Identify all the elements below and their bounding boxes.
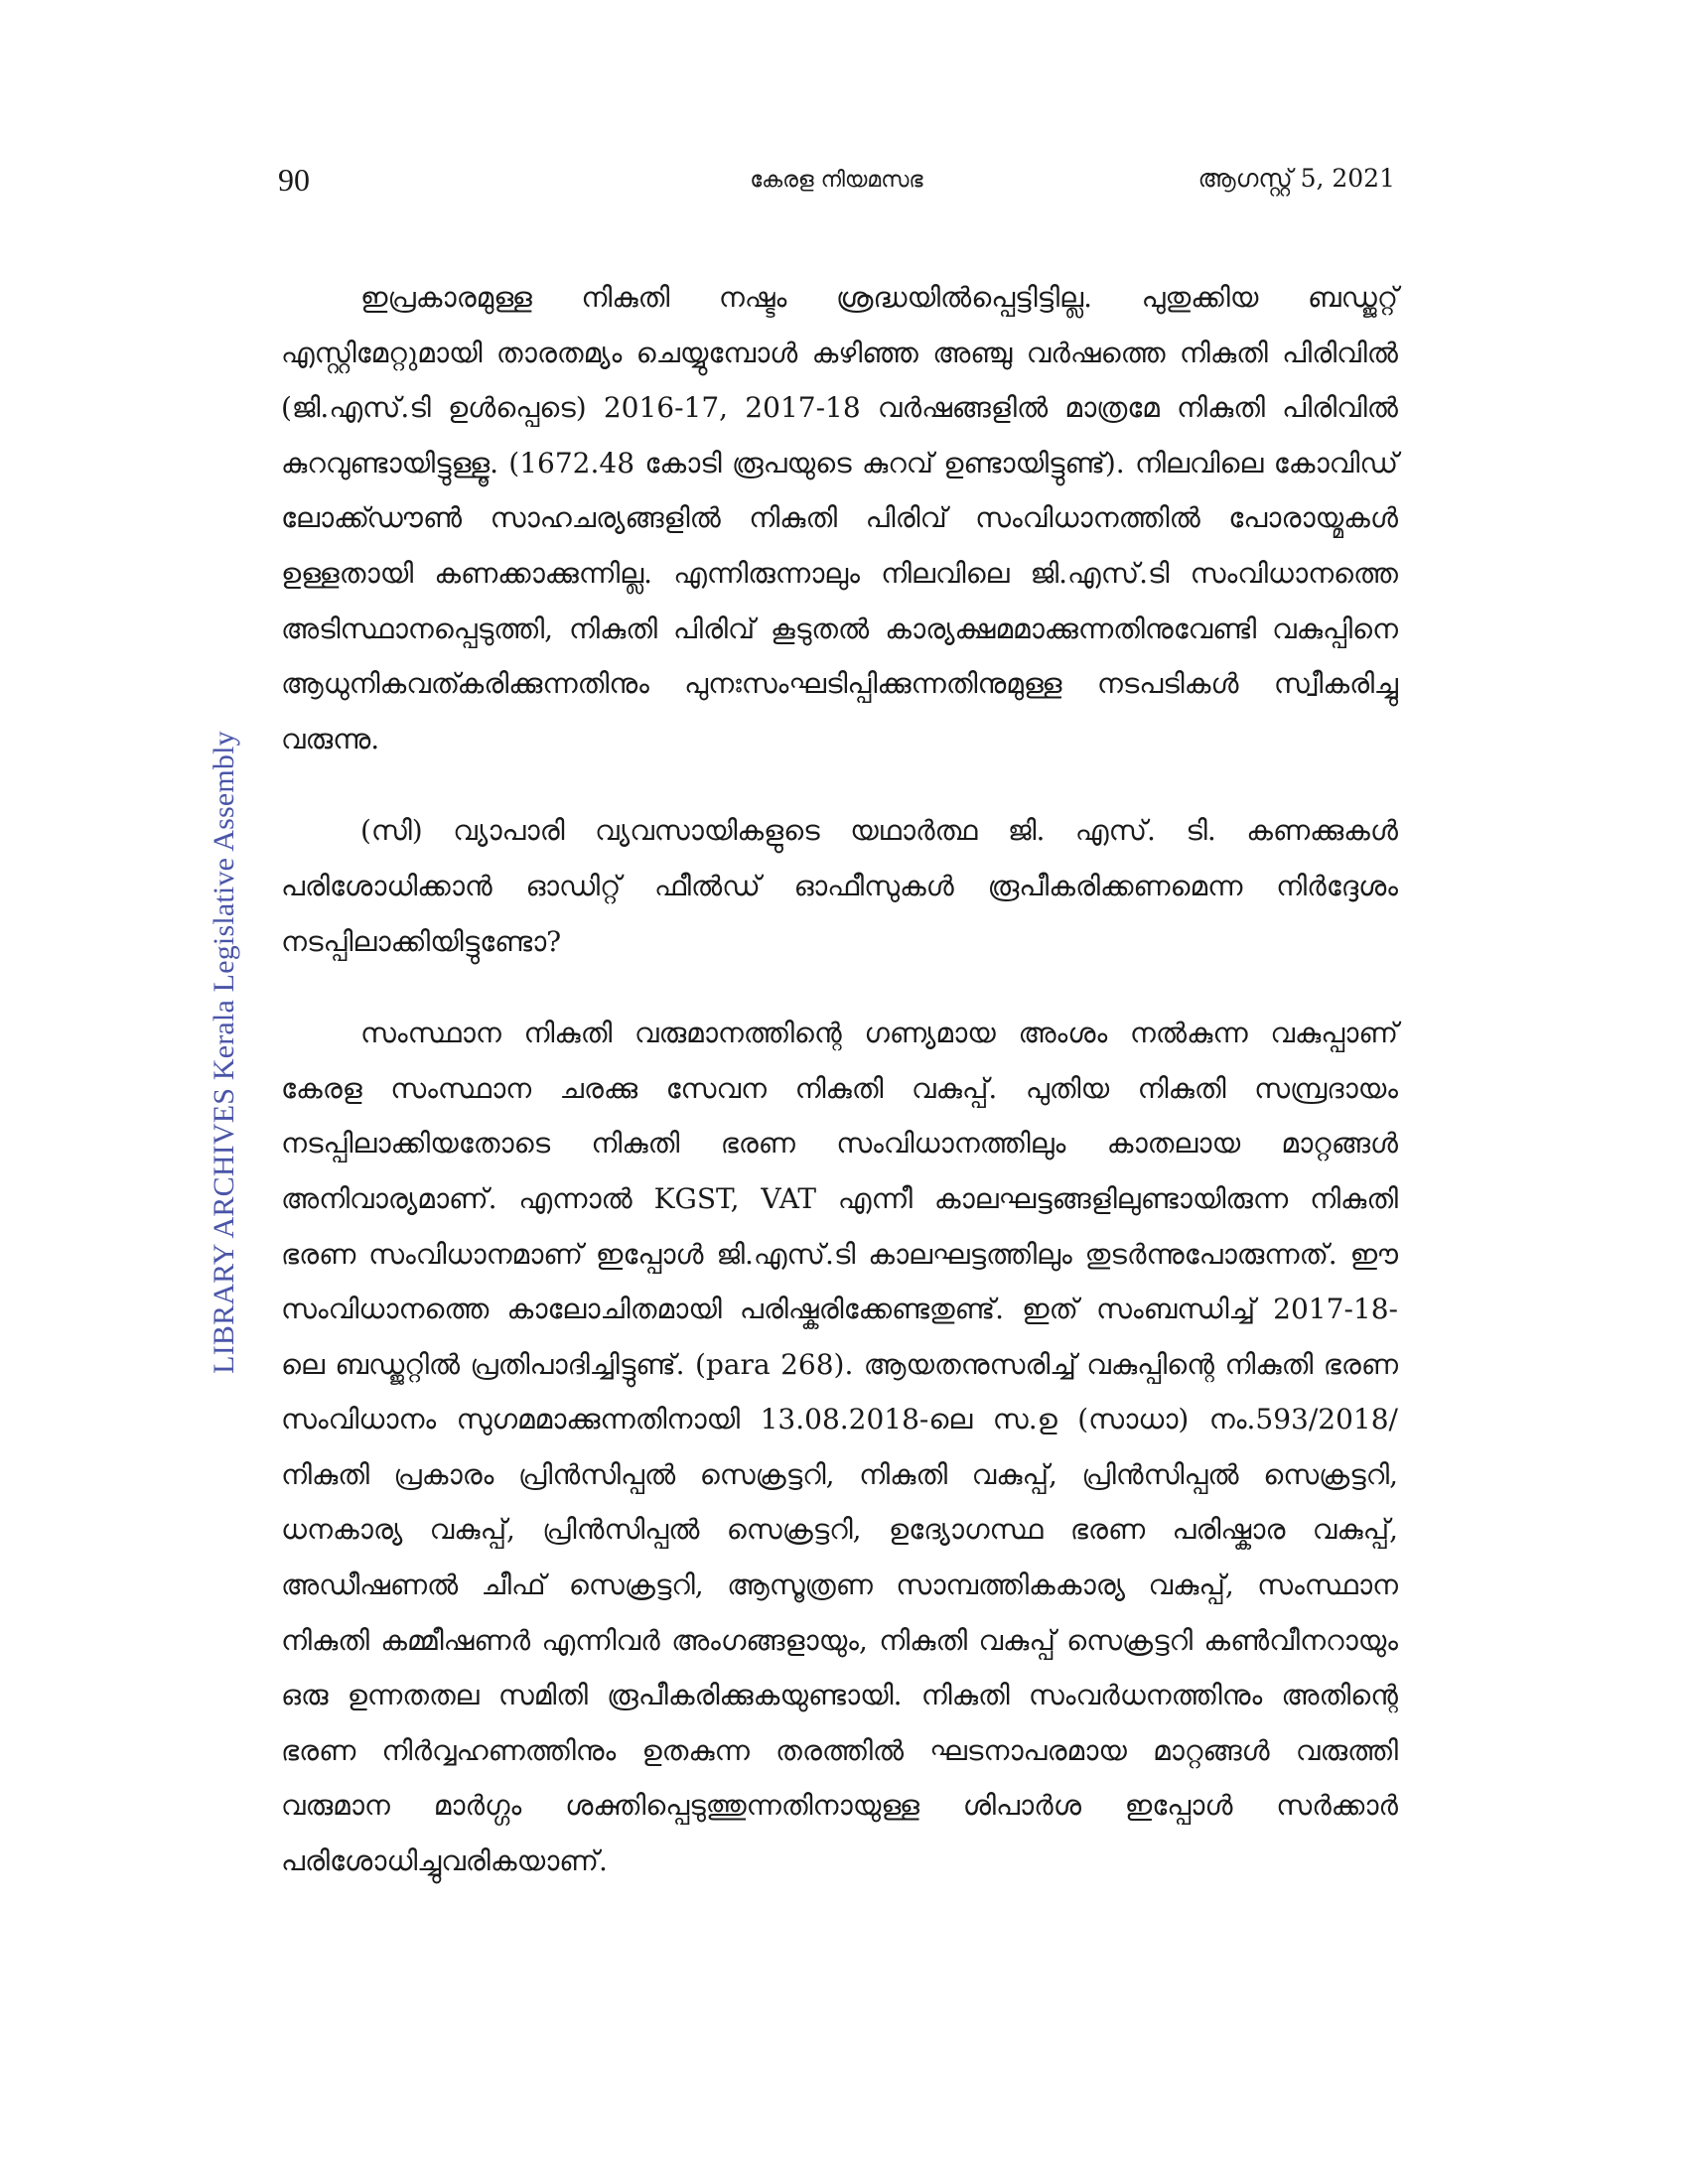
running-title: കേരള നിയമസഭ [750, 168, 923, 193]
archive-watermark: LIBRARY ARCHIVES Kerala Legislative Assembly [208, 731, 240, 1374]
paragraph-answer-tax-collection: ഇപ്രകാരമുള്ള നികുതി നഷ്ടം ശ്രദ്ധയിൽപ്പെട്ടിട്ടില്ല. പുതുക്കിയ ബഡ്ജറ്റ് എസ്റ്റിമേറ്റുമായി താരതമ്യം ചെയ്യുമ്പോൾ കഴിഞ്ഞ അഞ്ചു വർഷത്തെ നികുതി പിരിവിൽ (ജി.എസ്.ടി ഉൾപ്പെടെ) 2016-17, 2017-18 വർഷങ്ങളിൽ മാത്രമേ നികുതി പിരിവിൽ കുറവുണ്ടായിട്ടുള്ളൂ. (1672.48 കോടി രൂപയുടെ കുറവ് ഉണ്ടായിട്ടുണ്ട്). നിലവിലെ കോവിഡ് ലോക്ക്ഡൗൺ സാഹചര്യങ്ങളിൽ നികുതി പിരിവ് സംവിധാനത്തിൽ പോരായ്മകൾ ഉള്ളതായി കണക്കാക്കുന്നില്ല. എന്നിരുന്നാലും നിലവിലെ ജി.എസ്.ടി സംവിധാനത്തെ അടിസ്ഥാനപ്പെടുത്തി, നികുതി പിരിവ് കൂടുതൽ കാര്യക്ഷമമാക്കുന്നതിനുവേണ്ടി വകുപ്പിനെ ആധുനികവത്കരിക്കുന്നതിനും പുനഃസംഘടിപ്പിക്കുന്നതിനുമുള്ള നടപടികൾ സ്വീകരിച്ചു വരുന്നു. [281, 281, 1398, 755]
page-header [278, 162, 1395, 211]
paragraph-question-c: (സി) വ്യാപാരി വ്യവസായികളുടെ യഥാർത്ഥ ജി. എസ്. ടി. കണക്കുകൾ പരിശോധിക്കാൻ ഓഡിറ്റ് ഫീൽഡ് ഓഫീസുകൾ രൂപീകരിക്കണമെന്ന നിർദ്ദേശം നടപ്പിലാക്കിയിട്ടുണ്ടോ? [281, 814, 1398, 958]
paragraph-answer-c: സംസ്ഥാന നികുതി വരുമാനത്തിന്റെ ഗണ്യമായ അംശം നൽകുന്ന വകുപ്പാണ് കേരള സംസ്ഥാന ചരക്കു സേവന നികുതി വകുപ്പ്. പുതിയ നികുതി സമ്പ്രദായം നടപ്പിലാക്കിയതോടെ നികുതി ഭരണ സംവിധാനത്തിലും കാതലായ മാറ്റങ്ങൾ അനിവാര്യമാണ്. എന്നാൽ KGST, VAT എന്നീ കാലഘട്ടങ്ങളിലുണ്ടായിരുന്ന നികുതി ഭരണ സംവിധാനമാണ് ഇപ്പോൾ ജി.എസ്.ടി കാലഘട്ടത്തിലും തുടർന്നുപോരുന്നത്. ഈ സംവിധാനത്തെ കാലോചിതമായി പരിഷ്കരിക്കേണ്ടതുണ്ട്. ഇത് സംബന്ധിച്ച് 2017-18-ലെ ബഡ്ജറ്റിൽ പ്രതിപാദിച്ചിട്ടുണ്ട്. (para 268). ആയതനുസരിച്ച് വകുപ്പിന്റെ നികുതി ഭരണ സംവിധാനം സുഗമമാക്കുന്നതിനായി 13.08.2018-ലെ സ.ഉ (സാധാ) നം.593/2018/നികുതി പ്രകാരം പ്രിൻസിപ്പൽ സെക്രട്ടറി, നികുതി വകുപ്പ്, പ്രിൻസിപ്പൽ സെക്രട്ടറി, ധനകാര്യ വകുപ്പ്, പ്രിൻസിപ്പൽ സെക്രട്ടറി, ഉദ്യോഗസ്ഥ ഭരണ പരിഷ്കാര വകുപ്പ്, അഡീഷണൽ ചീഫ് സെക്രട്ടറി, ആസൂത്രണ സാമ്പത്തികകാര്യ വകുപ്പ്, സംസ്ഥാന നികുതി കമ്മീഷണർ എന്നിവർ അംഗങ്ങളായും, നികുതി വകുപ്പ് സെക്രട്ടറി കൺവീനറായും ഒരു ഉന്നതതല സമിതി രൂപീകരിക്കുകയുണ്ടായി. നികുതി സംവർധനത്തിനും അതിന്റെ ഭരണ നിർവ്വഹണത്തിനും ഉതകുന്ന തരത്തിൽ ഘടനാപരമായ മാറ്റങ്ങൾ വരുത്തി വരുമാന മാർഗ്ഗം ശക്തിപ്പെടുത്തുന്നതിനായുള്ള ശിപാർശ ഇപ്പോൾ സർക്കാർ പരിശോധിച്ചുവരികയാണ്. [281, 1017, 1398, 1878]
running-date: ആഗസ്റ്റ് 5, 2021 [1197, 164, 1395, 193]
document-body [281, 270, 1398, 1889]
page-number: 90 [278, 162, 310, 198]
